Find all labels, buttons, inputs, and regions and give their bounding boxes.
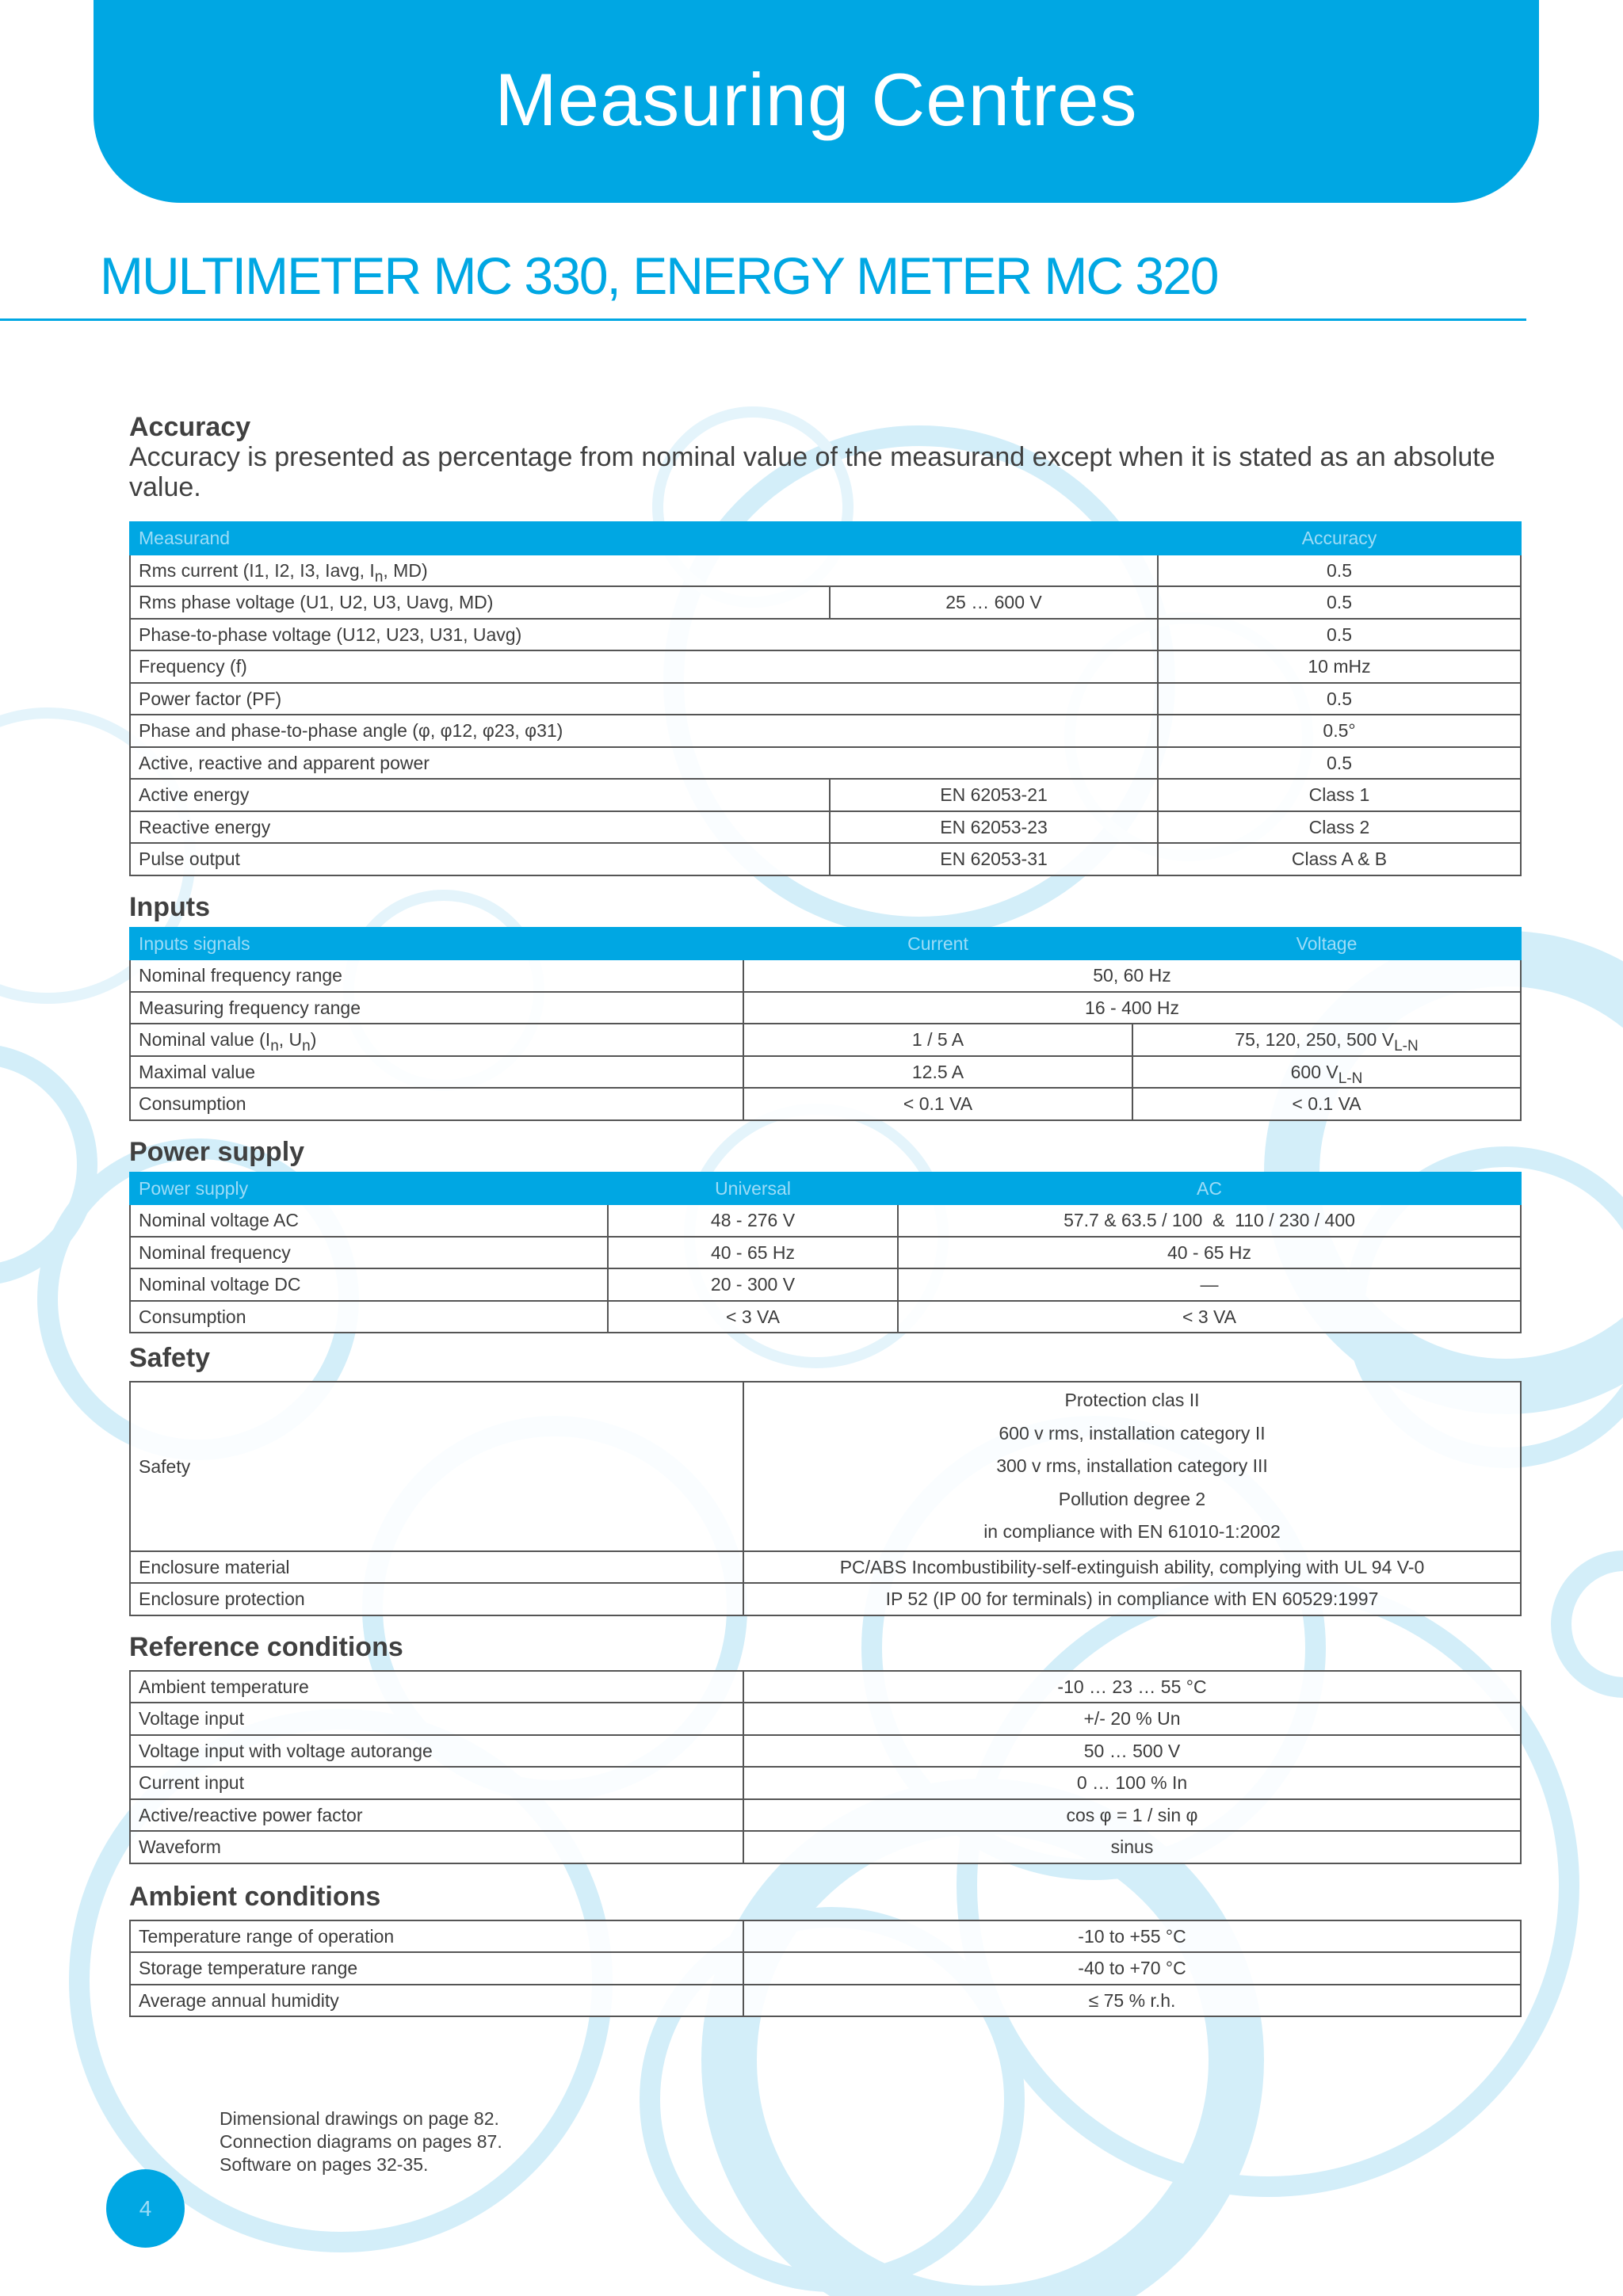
ambient-conditions-table (129, 1920, 1522, 2018)
table-row (130, 779, 1521, 811)
row-label: Reactive energy (130, 811, 830, 844)
row-label: Maximal value (130, 1056, 743, 1089)
row-value: IP 52 (IP 00 for terminals) in compliance with EN 60529:1997 (743, 1583, 1521, 1615)
row-label: Active, reactive and apparent power (130, 747, 1158, 780)
table-row (130, 1382, 1521, 1551)
row-label: Active/reactive power factor (130, 1799, 743, 1832)
safety-line: 600 v rms, installation category II (999, 1422, 1266, 1444)
standard-value: EN 62053-23 (830, 811, 1158, 844)
note-software: Software on pages 32-35. (220, 2154, 429, 2175)
table-row (130, 1024, 1521, 1056)
row-label: Phase-to-phase voltage (U12, U23, U31, Uavg) (130, 619, 1158, 651)
row-label: Rms phase voltage (U1, U2, U3, Uavg, MD) (130, 586, 830, 619)
table-row (130, 843, 1521, 875)
accuracy-value: 10 mHz (1158, 650, 1521, 683)
row-label: Voltage input with voltage autorange (130, 1735, 743, 1768)
column-header: Current (743, 928, 1132, 960)
row-label: Enclosure material (130, 1551, 743, 1584)
row-value: 50 … 500 V (743, 1735, 1521, 1768)
row-label: Waveform (130, 1831, 743, 1863)
universal-value: 20 - 300 V (608, 1268, 898, 1301)
column-header: Accuracy (1158, 522, 1521, 555)
row-value: ≤ 75 % r.h. (743, 1985, 1521, 2017)
row-label: Power factor (PF) (130, 683, 1158, 715)
column-header: Universal (608, 1173, 898, 1205)
current-value: 12.5 A (743, 1056, 1132, 1089)
section-heading-inputs: Inputs (129, 891, 210, 922)
table-row (130, 555, 1521, 587)
current-value: < 0.1 VA (743, 1088, 1132, 1120)
row-label: Temperature range of operation (130, 1920, 743, 1953)
row-label: Pulse output (130, 843, 830, 875)
section-heading-power-supply: Power supply (129, 1136, 305, 1167)
column-header: Power supply (130, 1173, 608, 1205)
table-row (130, 1056, 1521, 1089)
voltage-value: 600 $V_{L-N}$ (1132, 1056, 1521, 1089)
column-header: AC (898, 1173, 1521, 1205)
table-row (130, 1204, 1521, 1237)
row-label: Voltage input (130, 1703, 743, 1735)
table-row (130, 1268, 1521, 1301)
row-label: Current input (130, 1767, 743, 1799)
row-label: Nominal voltage DC (130, 1268, 608, 1301)
footer-notes (220, 2107, 502, 2176)
voltage-value: < 0.1 VA (1132, 1088, 1521, 1120)
page-number-badge: 4 (106, 2169, 185, 2248)
safety-line: Protection clas II (1064, 1390, 1200, 1410)
note-dimensional-drawings: Dimensional drawings on page 82. (220, 2108, 499, 2129)
accuracy-value: Class A & B (1158, 843, 1521, 875)
safety-table (129, 1381, 1522, 1616)
row-label: Ambient temperature (130, 1671, 743, 1703)
universal-value: 40 - 65 Hz (608, 1237, 898, 1269)
header-banner (94, 0, 1539, 203)
safety-line: in compliance with EN 61010-1:2002 (983, 1521, 1281, 1542)
row-label: Measuring frequency range (130, 992, 743, 1024)
universal-value: 48 - 276 V (608, 1204, 898, 1237)
standard-value: EN 62053-31 (830, 843, 1158, 875)
table-row (130, 1767, 1521, 1799)
row-value: +/- 20 % Un (743, 1703, 1521, 1735)
row-label: Nominal voltage AC (130, 1204, 608, 1237)
row-label: Consumption (130, 1301, 608, 1333)
row-label: Average annual humidity (130, 1985, 743, 2017)
accuracy-value: 0.5° (1158, 715, 1521, 747)
table-header-row (130, 1173, 1521, 1205)
table-row (130, 683, 1521, 715)
row-label: Enclosure protection (130, 1583, 743, 1615)
row-label: Rms current (I1, I2, I3, Iavg, $I_n$, MD) (130, 555, 1158, 587)
main-content (129, 412, 1520, 2017)
row-value: 16 - 400 Hz (743, 992, 1521, 1024)
row-label: Safety (130, 1382, 743, 1551)
table-row (130, 1985, 1521, 2017)
row-label: Phase and phase-to-phase angle (φ, φ12, φ23, φ31) (130, 715, 1158, 747)
row-label: Consumption (130, 1088, 743, 1120)
accuracy-value: Class 1 (1158, 779, 1521, 811)
ac-value: 57.7 & 63.5 / 100 & 110 / 230 / 400 (898, 1204, 1521, 1237)
section-heading-safety: Safety (129, 1343, 211, 1373)
table-row (130, 992, 1521, 1024)
row-label: Nominal frequency range (130, 959, 743, 992)
table-header-row (130, 928, 1521, 960)
accuracy-value: 0.5 (1158, 747, 1521, 780)
table-row (130, 959, 1521, 992)
accuracy-intro: Accuracy is presented as percentage from nominal value of the measurand except when it is stated as an absolute value. (129, 442, 1495, 502)
ac-value: < 3 VA (898, 1301, 1521, 1333)
section-heading-ambient-conditions: Ambient conditions (129, 1881, 381, 1912)
reference-conditions-table (129, 1670, 1522, 1864)
table-row (130, 747, 1521, 780)
table-row (130, 811, 1521, 844)
table-row (130, 1952, 1521, 1985)
row-label: Frequency (f) (130, 650, 1158, 683)
ac-value: — (898, 1268, 1521, 1301)
table-row (130, 715, 1521, 747)
table-row (130, 1583, 1521, 1615)
row-value: -10 to +55 °C (743, 1920, 1521, 1953)
section-heading-accuracy: Accuracy (129, 412, 251, 442)
universal-value: < 3 VA (608, 1301, 898, 1333)
column-header: Inputs signals (130, 928, 743, 960)
row-value: sinus (743, 1831, 1521, 1863)
current-value: 1 / 5 A (743, 1024, 1132, 1056)
accuracy-value: Class 2 (1158, 811, 1521, 844)
inputs-table (129, 927, 1522, 1121)
document-title: MULTIMETER MC 330, ENERGY METER MC 320 (100, 246, 1218, 305)
table-row (130, 1799, 1521, 1832)
table-row (130, 1703, 1521, 1735)
table-row (130, 1237, 1521, 1269)
column-header: Voltage (1132, 928, 1521, 960)
row-label: Nominal frequency (130, 1237, 608, 1269)
table-row (130, 1831, 1521, 1863)
table-row (130, 1671, 1521, 1703)
row-value: 0 … 100 % In (743, 1767, 1521, 1799)
row-value: -10 … 23 … 55 °C (743, 1671, 1521, 1703)
ac-value: 40 - 65 Hz (898, 1237, 1521, 1269)
voltage-value: 75, 120, 250, 500 $V_{L-N}$ (1132, 1024, 1521, 1056)
section-heading-reference-conditions: Reference conditions (129, 1631, 403, 1662)
safety-line: 300 v rms, installation category III (996, 1455, 1268, 1476)
accuracy-value: 0.5 (1158, 619, 1521, 651)
row-value: -40 to +70 °C (743, 1952, 1521, 1985)
safety-details (743, 1382, 1521, 1551)
row-label: Storage temperature range (130, 1952, 743, 1985)
column-header: Measurand (130, 522, 1158, 555)
page-header-title: Measuring Centres (495, 58, 1138, 141)
accuracy-table (129, 521, 1522, 876)
note-connection-diagrams: Connection diagrams on pages 87. (220, 2131, 502, 2152)
table-row (130, 650, 1521, 683)
title-divider (0, 318, 1526, 321)
accuracy-value: 0.5 (1158, 555, 1521, 587)
row-label: Active energy (130, 779, 830, 811)
range-value: 25 … 600 V (830, 586, 1158, 619)
table-row (130, 1735, 1521, 1768)
table-row (130, 1920, 1521, 1953)
row-label: Nominal value ($I_n$, $U_n$) (130, 1024, 743, 1056)
table-row (130, 586, 1521, 619)
table-row (130, 1088, 1521, 1120)
standard-value: EN 62053-21 (830, 779, 1158, 811)
power-supply-table (129, 1172, 1522, 1334)
table-row (130, 619, 1521, 651)
table-row (130, 1301, 1521, 1333)
table-header-row (130, 522, 1521, 555)
row-value: cos φ = 1 / sin φ (743, 1799, 1521, 1832)
row-value: 50, 60 Hz (743, 959, 1521, 992)
table-row (130, 1551, 1521, 1584)
row-value: PC/ABS Incombustibility-self-extinguish ability, complying with UL 94 V-0 (743, 1551, 1521, 1584)
safety-line: Pollution degree 2 (1058, 1488, 1206, 1509)
accuracy-value: 0.5 (1158, 683, 1521, 715)
accuracy-value: 0.5 (1158, 586, 1521, 619)
